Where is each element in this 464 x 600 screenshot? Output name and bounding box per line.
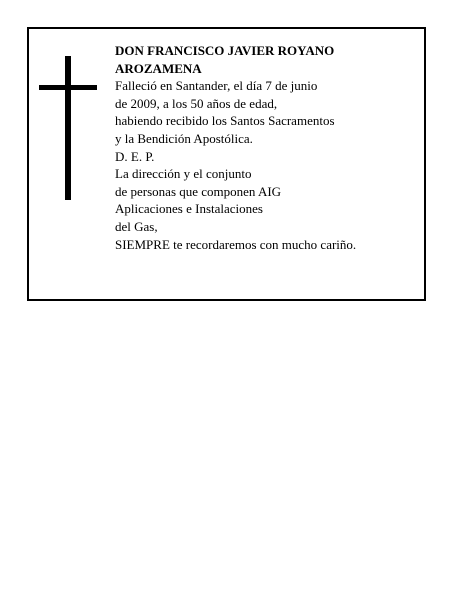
notice-line-management: La dirección y el conjunto [115, 166, 252, 182]
latin-cross-icon [39, 56, 99, 200]
deceased-name-line-2: AROZAMENA [115, 60, 202, 76]
cross-vertical-bar [65, 56, 71, 200]
cross-horizontal-bar [39, 85, 97, 90]
notice-line-farewell: SIEMPRE te recordaremos con mucho cariño. [115, 236, 357, 252]
notice-text-block [115, 42, 415, 253]
obituary-notice [27, 27, 426, 301]
notice-line-sacraments: habiendo recibido los Santos Sacramentos [115, 113, 335, 129]
notice-line-company: Aplicaciones e Instalaciones [115, 201, 263, 217]
notice-line-age: de 2009, a los 50 años de edad, [115, 95, 278, 111]
deceased-name-line-1: DON FRANCISCO JAVIER ROYANO [115, 43, 335, 58]
notice-line-company-end: del Gas, [115, 218, 158, 234]
notice-line-staff: de personas que componen AIG [115, 183, 282, 199]
notice-line-rip: D. E. P. [115, 148, 155, 164]
notice-line-death-date: Falleció en Santander, el día 7 de junio [115, 78, 318, 94]
notice-line-blessing: y la Bendición Apostólica. [115, 130, 253, 146]
